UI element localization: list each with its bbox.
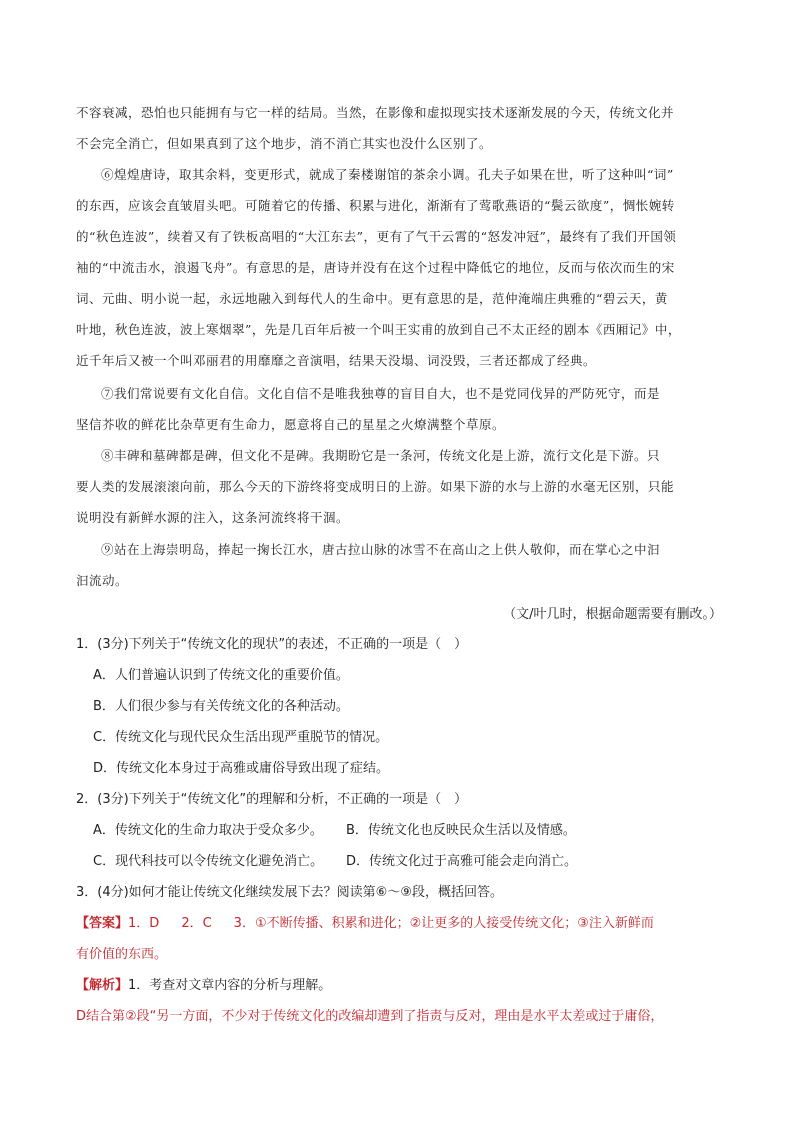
question-1-option-a: A．人们普遍认识到了传统文化的重要价值。 (93, 668, 349, 683)
passage-line: 要人类的发展滚滚向前，那么今天的下游终将变成明日的上游。如果下游的水与上游的水毫无区别，只能 (76, 479, 675, 494)
source-note: （文/叶几时，根据命题需要有删改。） (503, 607, 722, 622)
answer-3-line-1: ①不断传播、积累和进化；②让更多的人接受传统文化；③注入新鲜而 (254, 916, 654, 931)
question-1-option-d: D．传统文化本身过于高雅或庸俗导致出现了症结。 (93, 761, 390, 776)
paragraph-6-start: ⑥煌煌唐诗，取其余料，变更形式，就成了秦楼谢馆的茶余小调。孔夫子如果在世，听了这种叫“词” (101, 167, 674, 182)
question-2-options-row-1 (93, 821, 726, 841)
paragraph-8-start: ⑧丰碑和墓碑都是碑，但文化不是碑。我期盼它是一条河，传统文化是上游，流行文化是下游。只 (101, 448, 661, 463)
analysis-label: 【解析】 (76, 978, 129, 993)
passage-line: 汩流动。 (76, 573, 129, 588)
question-1-stem: 1．(3分)下列关于“传统文化的现状”的表述，不正确的一项是（ ） (76, 637, 468, 652)
question-2-stem: 2．(3分)下列关于“传统文化”的理解和分析，不正确的一项是（ ） (76, 792, 468, 807)
passage-line: 的东西，应该会直皱眉头吧。可随着它的传播、积累与进化，渐渐有了莺歌燕语的“鬓云欲度”，惆怅婉转 (76, 198, 675, 213)
question-2-option-a: A．传统文化的生命力取决于受众多少。 (93, 823, 323, 838)
answer-line (76, 914, 726, 934)
passage-line: 不容衰减，恐怕也只能拥有与它一样的结局。当然，在影像和虚拟现实技术逐渐发展的今天，传统文化并 (76, 105, 675, 120)
analysis-line-2: D结合第②段“另一方面，不少对于传统文化的改编却遭到了指责与反对，理由是水平太差或过于庸俗， (76, 1009, 664, 1024)
answer-2: 2．C (181, 916, 212, 931)
question-2-option-d: D．传统文化过于高雅可能会走向消亡。 (346, 854, 578, 869)
analysis-line-1: 1．考查对文章内容的分析与理解。 (128, 978, 332, 993)
question-2-option-b: B．传统文化也反映民众生活以及情感。 (346, 823, 576, 838)
question-2-options-row-2 (93, 852, 726, 872)
question-1-option-c: C．传统文化与现代民众生活出现严重脱节的情况。 (93, 730, 389, 745)
question-3-stem: 3．(4分)如何才能让传统文化继续发展下去？阅读第⑥～⑨段，概括回答。 (76, 885, 503, 900)
passage-line: 袖的“中流击水，浪遏飞舟”。有意思的是，唐诗并没有在这个过程中降低它的地位，反而与依次而生的宋 (76, 260, 675, 275)
analysis-line (76, 976, 726, 996)
passage-line: 近千年后又被一个叫邓丽君的用靡靡之音演唱，结果天没塌、词没毁，三者还都成了经典。 (76, 353, 597, 368)
paragraph-7-start: ⑦我们常说要有文化自信。文化自信不是唯我独尊的盲目自大，也不是党同伐异的严防死守，而是 (101, 386, 661, 401)
passage-line: 不会完全消亡，但如果真到了这个地步，消不消亡其实也没什么区别了。 (76, 136, 493, 151)
question-1-option-b: B．人们很少参与有关传统文化的各种活动。 (93, 699, 349, 714)
passage-line: 说明没有新鲜水源的注入，这条河流终将干涸。 (76, 510, 350, 525)
passage-line: 坚信芥收的鲜花比杂草更有生命力，愿意将自己的星星之火燎满整个草原。 (76, 417, 506, 432)
answer-3-line-2: 有价值的东西。 (76, 947, 168, 962)
passage-line: 叶地，秋色连波，波上寒烟翠”，先是几百年后被一个叫王实甫的放到自己不太正经的剧本《西厢记》中， (76, 322, 681, 337)
answer-label: 【答案】 (76, 916, 129, 931)
answer-3-prefix: 3． (233, 916, 255, 931)
paragraph-9-start: ⑨站在上海崇明岛，捧起一掬长江水，唐古拉山脉的冰雪不在高山之上供人敬仰，而在掌心之中汩 (101, 542, 661, 557)
passage-line: 词、元曲、明小说一起，永远地融入到每代人的生命中。更有意思的是，范仲淹端庄典雅的“碧云天，黄 (76, 291, 668, 306)
passage-line: 的“秋色连波”，续着又有了铁板高唱的“大江东去”，更有了气干云霄的“怒发冲冠”，最终有了我们开国领 (76, 229, 677, 244)
question-2-option-c: C．现代科技可以令传统文化避免消亡。 (93, 854, 324, 869)
answer-1: 1．D (128, 916, 160, 931)
